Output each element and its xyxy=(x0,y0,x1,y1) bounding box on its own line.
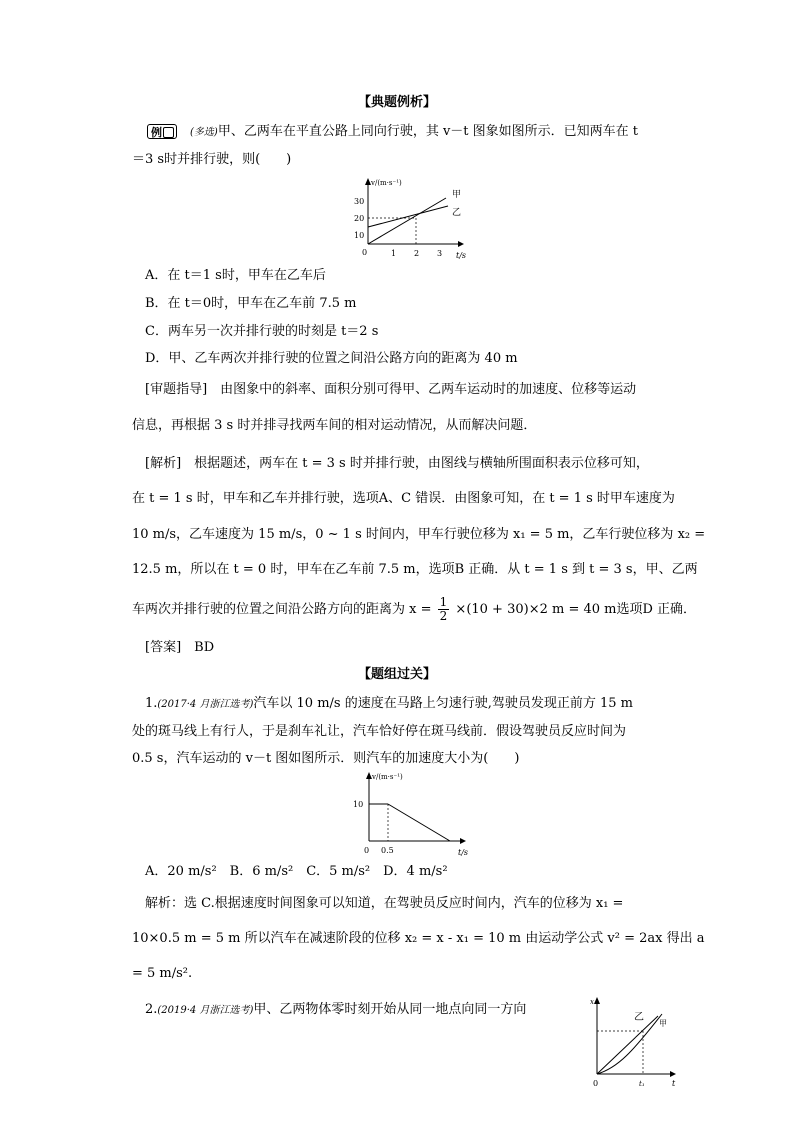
answer: [答案] BD xyxy=(145,640,215,655)
q1-line2: 处的斑马线上有行人，于是刹车礼让，汽车恰好停在斑马线前．假设驾驶员反应时间为 xyxy=(132,724,627,739)
q1-solution-line3: = 5 m/s². xyxy=(132,966,193,981)
fraction-numerator: 1 xyxy=(439,595,448,609)
graph2-origin: 0 xyxy=(364,846,370,855)
q1-solution-line1: 解析：选 C.根据速度时间图象可以知道，在驾驶员反应时间内，汽车的位移为 x₁ = xyxy=(145,896,624,911)
analysis-line1: [解析] 根据题述，两车在 t = 3 s 时并排行驶，由图线与横轴所围面积表示位移可知， xyxy=(145,456,649,471)
graph3-line-yi xyxy=(597,1016,658,1074)
graph3-origin: 0 xyxy=(593,1079,599,1088)
graph1-xlabel: t/s xyxy=(456,251,467,260)
graph1-xtick: 2 xyxy=(414,249,420,258)
graph1-ylabel: v/(m·s⁻¹) xyxy=(371,179,402,187)
q1-options: A．20 m/s² B．6 m/s² C．5 m/s² D．4 m/s² xyxy=(145,864,448,879)
graph1-xtick: 3 xyxy=(437,249,443,258)
graph1-label-jia: 甲 xyxy=(452,190,462,200)
analysis-line3: 10 m/s，乙车速度为 15 m/s，0 ~ 1 s 时间内，甲车行驶位移为 x₁ = 5 m，乙车行驶位移为 x₂ = xyxy=(132,527,706,542)
graph2-ytick: 10 xyxy=(353,800,364,809)
graph3-xtick: t₁ xyxy=(639,1080,645,1088)
example-question-line2: ＝3 s时并排行驶，则( ) xyxy=(132,152,292,167)
q1-solution-line2: 10×0.5 m = 5 m 所以汽车在减速阶段的位移 x₂ = x - x₁ = 10 m 由运动学公式 v² = 2ax 得出 a xyxy=(132,931,705,946)
q2-source: (2019·4 月浙江选考) xyxy=(157,1005,254,1016)
section-header-practice: 【题组过关】 xyxy=(357,667,436,682)
graph1-ytick: 30 xyxy=(354,197,365,206)
graph1-line-jia xyxy=(368,198,446,244)
graph2-xlabel: t/s xyxy=(458,848,469,857)
example-tag: 例 xyxy=(147,124,177,139)
section-header-examples: 【典题例析】 xyxy=(357,95,436,110)
q1-line3: 0.5 s，汽车运动的 v－t 图如图所示．则汽车的加速度大小为( ) xyxy=(132,751,520,766)
graph1-origin: 0 xyxy=(362,248,368,257)
graph3-xlabel: t xyxy=(672,1079,676,1088)
q2-text: 甲、乙两物体零时刻开始从同一地点向同一方向 xyxy=(253,1002,527,1017)
graph1-ytick: 20 xyxy=(354,214,365,223)
analysis-line5-pre: 车两次并排行驶的位置之间沿公路方向的距离为 x = xyxy=(132,602,432,617)
example-source: (多选) xyxy=(190,127,218,138)
example-question-text: 甲、乙两车在平直公路上同向行驶，其 v－t 图象如图所示．已知两车在 t xyxy=(217,124,639,139)
graph1-ytick: 10 xyxy=(354,231,365,240)
graph3-label-jia: 甲 xyxy=(659,1019,667,1028)
example-question-line1 xyxy=(190,124,638,141)
analysis-line5-post: ×(10 + 30)×2 m = 40 m选项D 正确． xyxy=(455,602,697,617)
guide-line1: [审题指导] 由图象中的斜率、面积分别可得甲、乙两车运动时的加速度、位移等运动 xyxy=(145,382,637,397)
q1-source: (2017·4 月浙江选考) xyxy=(157,699,254,710)
graph2-deceleration-line xyxy=(388,804,450,841)
q1-line1 xyxy=(145,696,633,713)
analysis-line2: 在 t = 1 s 时，甲车和乙车并排行驶，选项A、C 错误．由图象可知，在 t = 1 s 时甲车速度为 xyxy=(132,491,675,506)
xt-graph-q2 xyxy=(588,996,678,1088)
graph1-label-yi: 乙 xyxy=(452,208,462,218)
option-d: D．甲、乙车两次并排行驶的位置之间沿公路方向的距离为 40 m xyxy=(145,351,518,366)
graph2-xtick: 0.5 xyxy=(381,846,394,855)
guide-line2: 信息，再根据 3 s 时并排寻找两车间的相对运动情况，从而解决问题． xyxy=(132,418,537,433)
option-c: C．两车另一次并排行驶的时刻是 t＝2 s xyxy=(145,324,379,339)
analysis-line4: 12.5 m，所以在 t = 0 时，甲车在乙车前 7.5 m，选项B 正确．从 t = 1 s 到 t = 3 s，甲、乙两 xyxy=(132,562,698,577)
fraction-denominator: 2 xyxy=(439,609,448,623)
q2-line1 xyxy=(145,1002,526,1019)
q2-number: 2. xyxy=(145,1002,158,1017)
graph3-label-yi: 乙 xyxy=(634,1012,644,1023)
option-b: B．在 t＝0时，甲车在乙车前 7.5 m xyxy=(145,296,357,311)
analysis-line5 xyxy=(132,596,696,623)
vt-graph-braking xyxy=(342,770,482,860)
graph2-ylabel: v/(m·s⁻¹) xyxy=(372,773,403,781)
option-a: A．在 t＝1 s时，甲车在乙车后 xyxy=(145,268,326,283)
fraction-one-half xyxy=(438,596,450,623)
graph1-xtick: 1 xyxy=(391,249,397,258)
q1-text: 汽车以 10 m/s 的速度在马路上匀速行驶,驾驶员发现正前方 15 m xyxy=(253,696,633,711)
graph1-line-yi xyxy=(368,206,448,227)
graph3-ylabel: x xyxy=(590,998,594,1006)
q1-number: 1. xyxy=(145,696,158,711)
vt-graph-example xyxy=(340,175,480,265)
